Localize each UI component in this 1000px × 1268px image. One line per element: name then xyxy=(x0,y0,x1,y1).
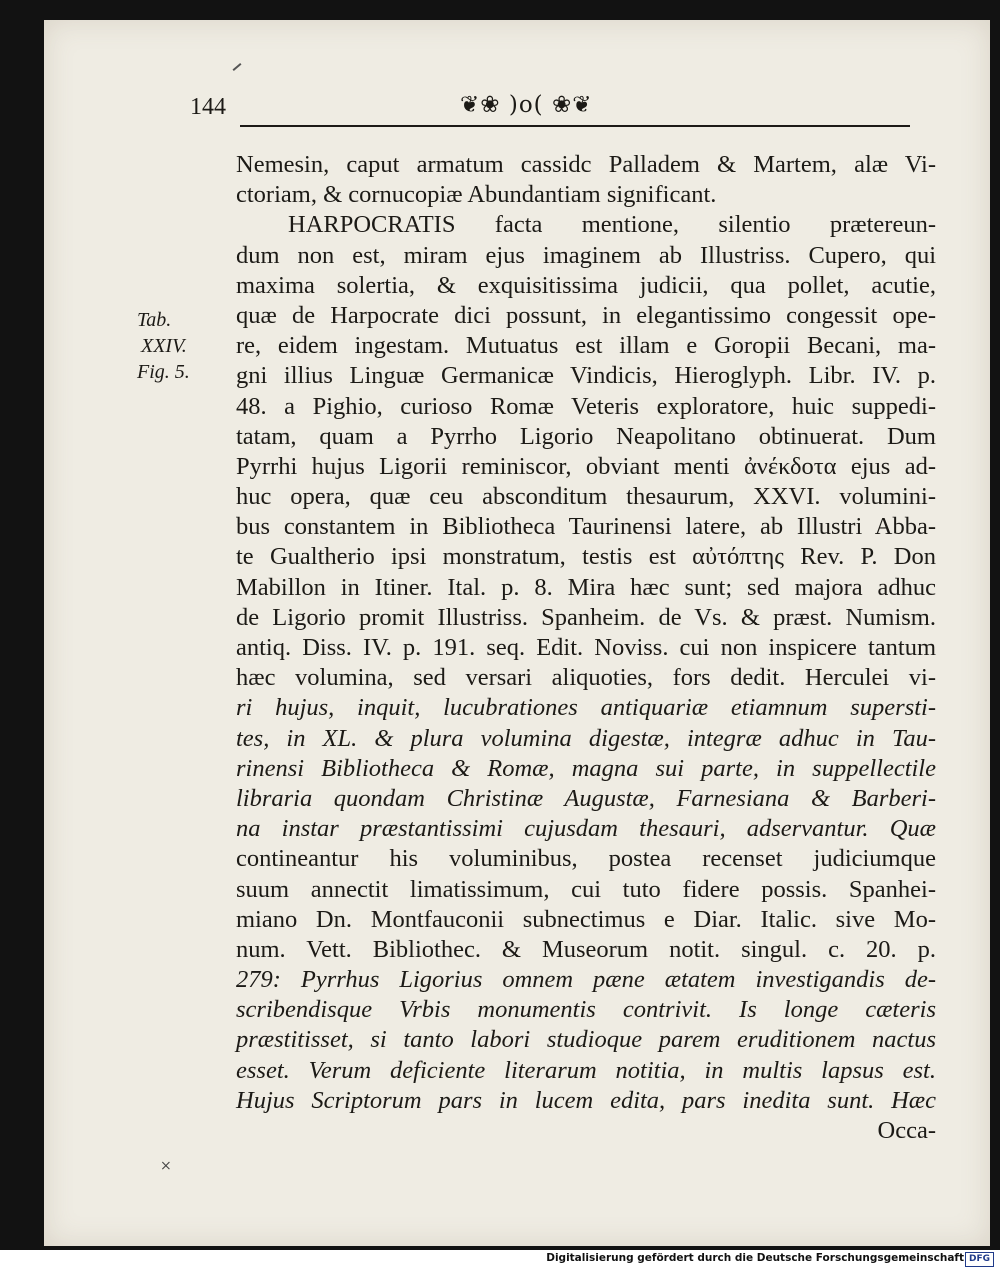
margin-note xyxy=(137,307,217,385)
text-line: antiq. Diss. IV. p. 191. seq. Edit. Noviss. cui non inspicere tantum xyxy=(236,634,936,661)
body-text xyxy=(236,150,936,1146)
text-line: quæ de Harpocrate dici possunt, in elegantissimo congessit ope- xyxy=(236,301,936,329)
running-header xyxy=(190,88,915,128)
text-line: miano Dn. Montfauconii subnectimus e Diar. Italic. sive Mo- xyxy=(236,905,936,933)
text-line: bus constantem in Bibliotheca Taurinensi latere, ab Illustri Abba- xyxy=(236,513,936,541)
text-line: scribendisque Vrbis monumentis contrivit. Is longe cæteris xyxy=(236,996,936,1024)
text-line: esset. Verum deficiente literarum notitia, in multis lapsus est. xyxy=(236,1056,936,1084)
text-line: præstitisset, si tanto labori studioque parem eruditionem nactus xyxy=(236,1026,936,1054)
text-line: tes, in XL. & plura volumina digestæ, integræ adhuc in Tau- xyxy=(236,724,936,752)
text-line: na instar præstantissimi cujusdam thesauri, adservantur. Quæ xyxy=(236,815,936,843)
text-line: ctoriam, & cornucopiæ Abundantiam significant. xyxy=(236,181,717,209)
margin-note-line: XXIV. xyxy=(141,335,187,357)
text-line: Nemesin, caput armatum cassidc Palladem & Martem, alæ Vi- xyxy=(236,151,936,178)
text-line: huc opera, quæ ceu absconditum thesaurum, XXVI. volumini- xyxy=(236,483,936,511)
text-line: num. Vett. Bibliothec. & Museorum notit. singul. c. 20. p. xyxy=(236,935,936,963)
text-line: Hujus Scriptorum pars in lucem edita, pars inedita sunt. Hæc xyxy=(236,1086,936,1114)
text-line: HARPOCRATIS facta mentione, silentio prætereun- xyxy=(288,211,936,239)
text-line: Mabillon in Itiner. Ital. p. 8. Mira hæc sunt; sed majora adhuc xyxy=(236,573,936,601)
page-number: 144 xyxy=(190,94,226,120)
text-line: re, eidem ingestam. Mutuatus est illam e Goropii Becani, ma- xyxy=(236,332,936,360)
text-line: te Gualtherio ipsi monstratum, testis est αὐτόπτης Rev. P. Don xyxy=(236,543,936,571)
margin-note-line: Tab. xyxy=(137,309,172,331)
pencil-mark: × xyxy=(160,1158,172,1174)
dfg-logo: DFG xyxy=(965,1252,994,1267)
text-line: tatam, quam a Pyrrho Ligorio Neapolitano obtinuerat. Dum xyxy=(236,422,936,450)
margin-note-line: Fig. 5. xyxy=(137,361,190,383)
text-line: gni illius Linguæ Germanicæ Vindicis, Hieroglyph. Libr. IV. p. xyxy=(236,362,936,390)
catchword: Occa- xyxy=(877,1117,936,1144)
text-line: Pyrrhi hujus Ligorii reminiscor, obviant menti ἀνέκδοτα ejus ad- xyxy=(236,452,936,480)
text-line: hæc volumina, sed versari aliquoties, fors dedit. Herculei vi- xyxy=(236,664,936,692)
text-line: contineantur his voluminibus, postea recenset judiciumque xyxy=(236,845,936,873)
footer-credit: Digitalisierung gefördert durch die Deutsche Forschungsgemeinschaft xyxy=(546,1252,964,1264)
text-line: libraria quondam Christinæ Augustæ, Farnesiana & Barberi- xyxy=(236,784,936,812)
text-line: rinensi Bibliotheca & Romæ, magna sui parte, in suppellectile xyxy=(236,754,936,782)
text-line: ri hujus, inquit, lucubrationes antiquariæ etiamnum supersti- xyxy=(236,694,936,722)
text-line: maxima solertia, & exquisitissima judicii, qua pollet, acutie, xyxy=(236,271,936,299)
text-line: de Ligorio promit Illustriss. Spanheim. de Vs. & præst. Numism. xyxy=(236,603,936,631)
header-ornament: ❦❀ )o( ❀❦ xyxy=(460,92,593,118)
footer-bar xyxy=(0,1250,1000,1268)
text-line: 48. a Pighio, curioso Romæ Veteris exploratore, huic suppedi- xyxy=(236,392,936,420)
text-line: dum non est, miram ejus imaginem ab Illustriss. Cupero, qui xyxy=(236,241,936,269)
text-line: 279: Pyrrhus Ligorius omnem pæne ætatem investigandis de- xyxy=(236,966,936,994)
text-line: suum annectit limatissimum, cui tuto fidere possis. Spanhei- xyxy=(236,875,936,903)
header-rule xyxy=(240,125,910,127)
